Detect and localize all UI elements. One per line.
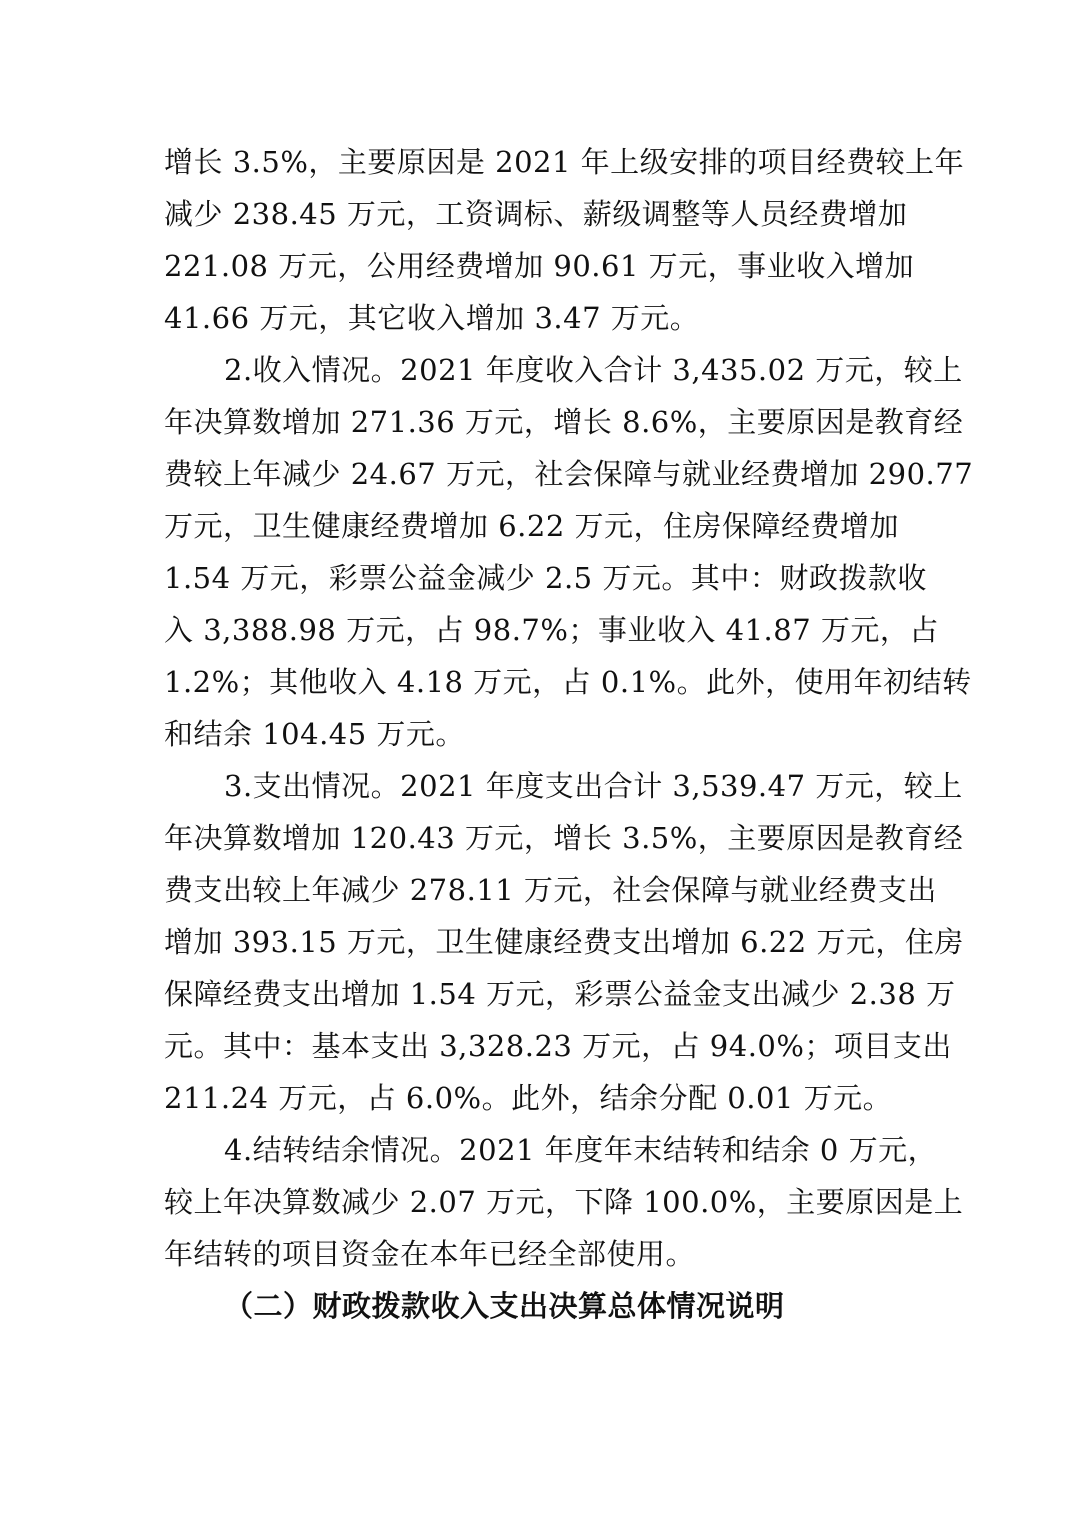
text-line: 增加 393.15 万元，卫生健康经费支出增加 6.22 万元，住房: [164, 925, 964, 959]
paragraph-expenditure: [164, 760, 964, 1124]
paragraph-income: [164, 344, 974, 760]
section-heading: （二）财政拨款收入支出决算总体情况说明: [224, 1289, 785, 1323]
text-line: 年决算数增加 120.43 万元，增长 3.5%，主要原因是教育经: [164, 821, 964, 855]
text-line: 和结余 104.45 万元。: [164, 717, 465, 751]
text-line: 1.2%；其他收入 4.18 万元，占 0.1%。此外，使用年初结转: [164, 665, 972, 699]
text-line: 41.66 万元，其它收入增加 3.47 万元。: [164, 301, 700, 335]
text-line: 211.24 万元，占 6.0%。此外，结余分配 0.01 万元。: [164, 1081, 893, 1115]
text-line: 增长 3.5%，主要原因是 2021 年上级安排的项目经费较上年: [164, 145, 965, 179]
text-line: 1.54 万元，彩票公益金减少 2.5 万元。其中：财政拨款收: [164, 561, 927, 595]
document-body: [164, 136, 974, 1332]
text-line: 3.支出情况。2021 年度支出合计 3,539.47 万元，较上: [224, 769, 963, 803]
text-line: 减少 238.45 万元，工资调标、薪级调整等人员经费增加: [164, 197, 908, 231]
text-line: 年结转的项目资金在本年已经全部使用。: [164, 1237, 696, 1271]
text-line: 元。其中：基本支出 3,328.23 万元，占 94.0%；项目支出: [164, 1029, 952, 1063]
text-line: 2.收入情况。2021 年度收入合计 3,435.02 万元，较上: [224, 353, 963, 387]
text-line: 费支出较上年减少 278.11 万元，社会保障与就业经费支出: [164, 873, 937, 907]
text-line: 保障经费支出增加 1.54 万元，彩票公益金支出减少 2.38 万: [164, 977, 956, 1011]
text-line: 年决算数增加 271.36 万元，增长 8.6%，主要原因是教育经: [164, 405, 964, 439]
text-line: 较上年决算数减少 2.07 万元，下降 100.0%，主要原因是上: [164, 1185, 964, 1219]
paragraph-carryover: [164, 1124, 964, 1280]
text-line: 4.结转结余情况。2021 年度年末结转和结余 0 万元，: [224, 1133, 938, 1167]
paragraph-revenue-summary: [164, 136, 965, 344]
text-line: 费较上年减少 24.67 万元，社会保障与就业经费增加 290.77: [164, 457, 974, 491]
text-line: 万元，卫生健康经费增加 6.22 万元，住房保障经费增加: [164, 509, 900, 543]
text-line: 入 3,388.98 万元，占 98.7%；事业收入 41.87 万元，占: [164, 613, 939, 647]
text-line: 221.08 万元，公用经费增加 90.61 万元，事业收入增加: [164, 249, 915, 283]
